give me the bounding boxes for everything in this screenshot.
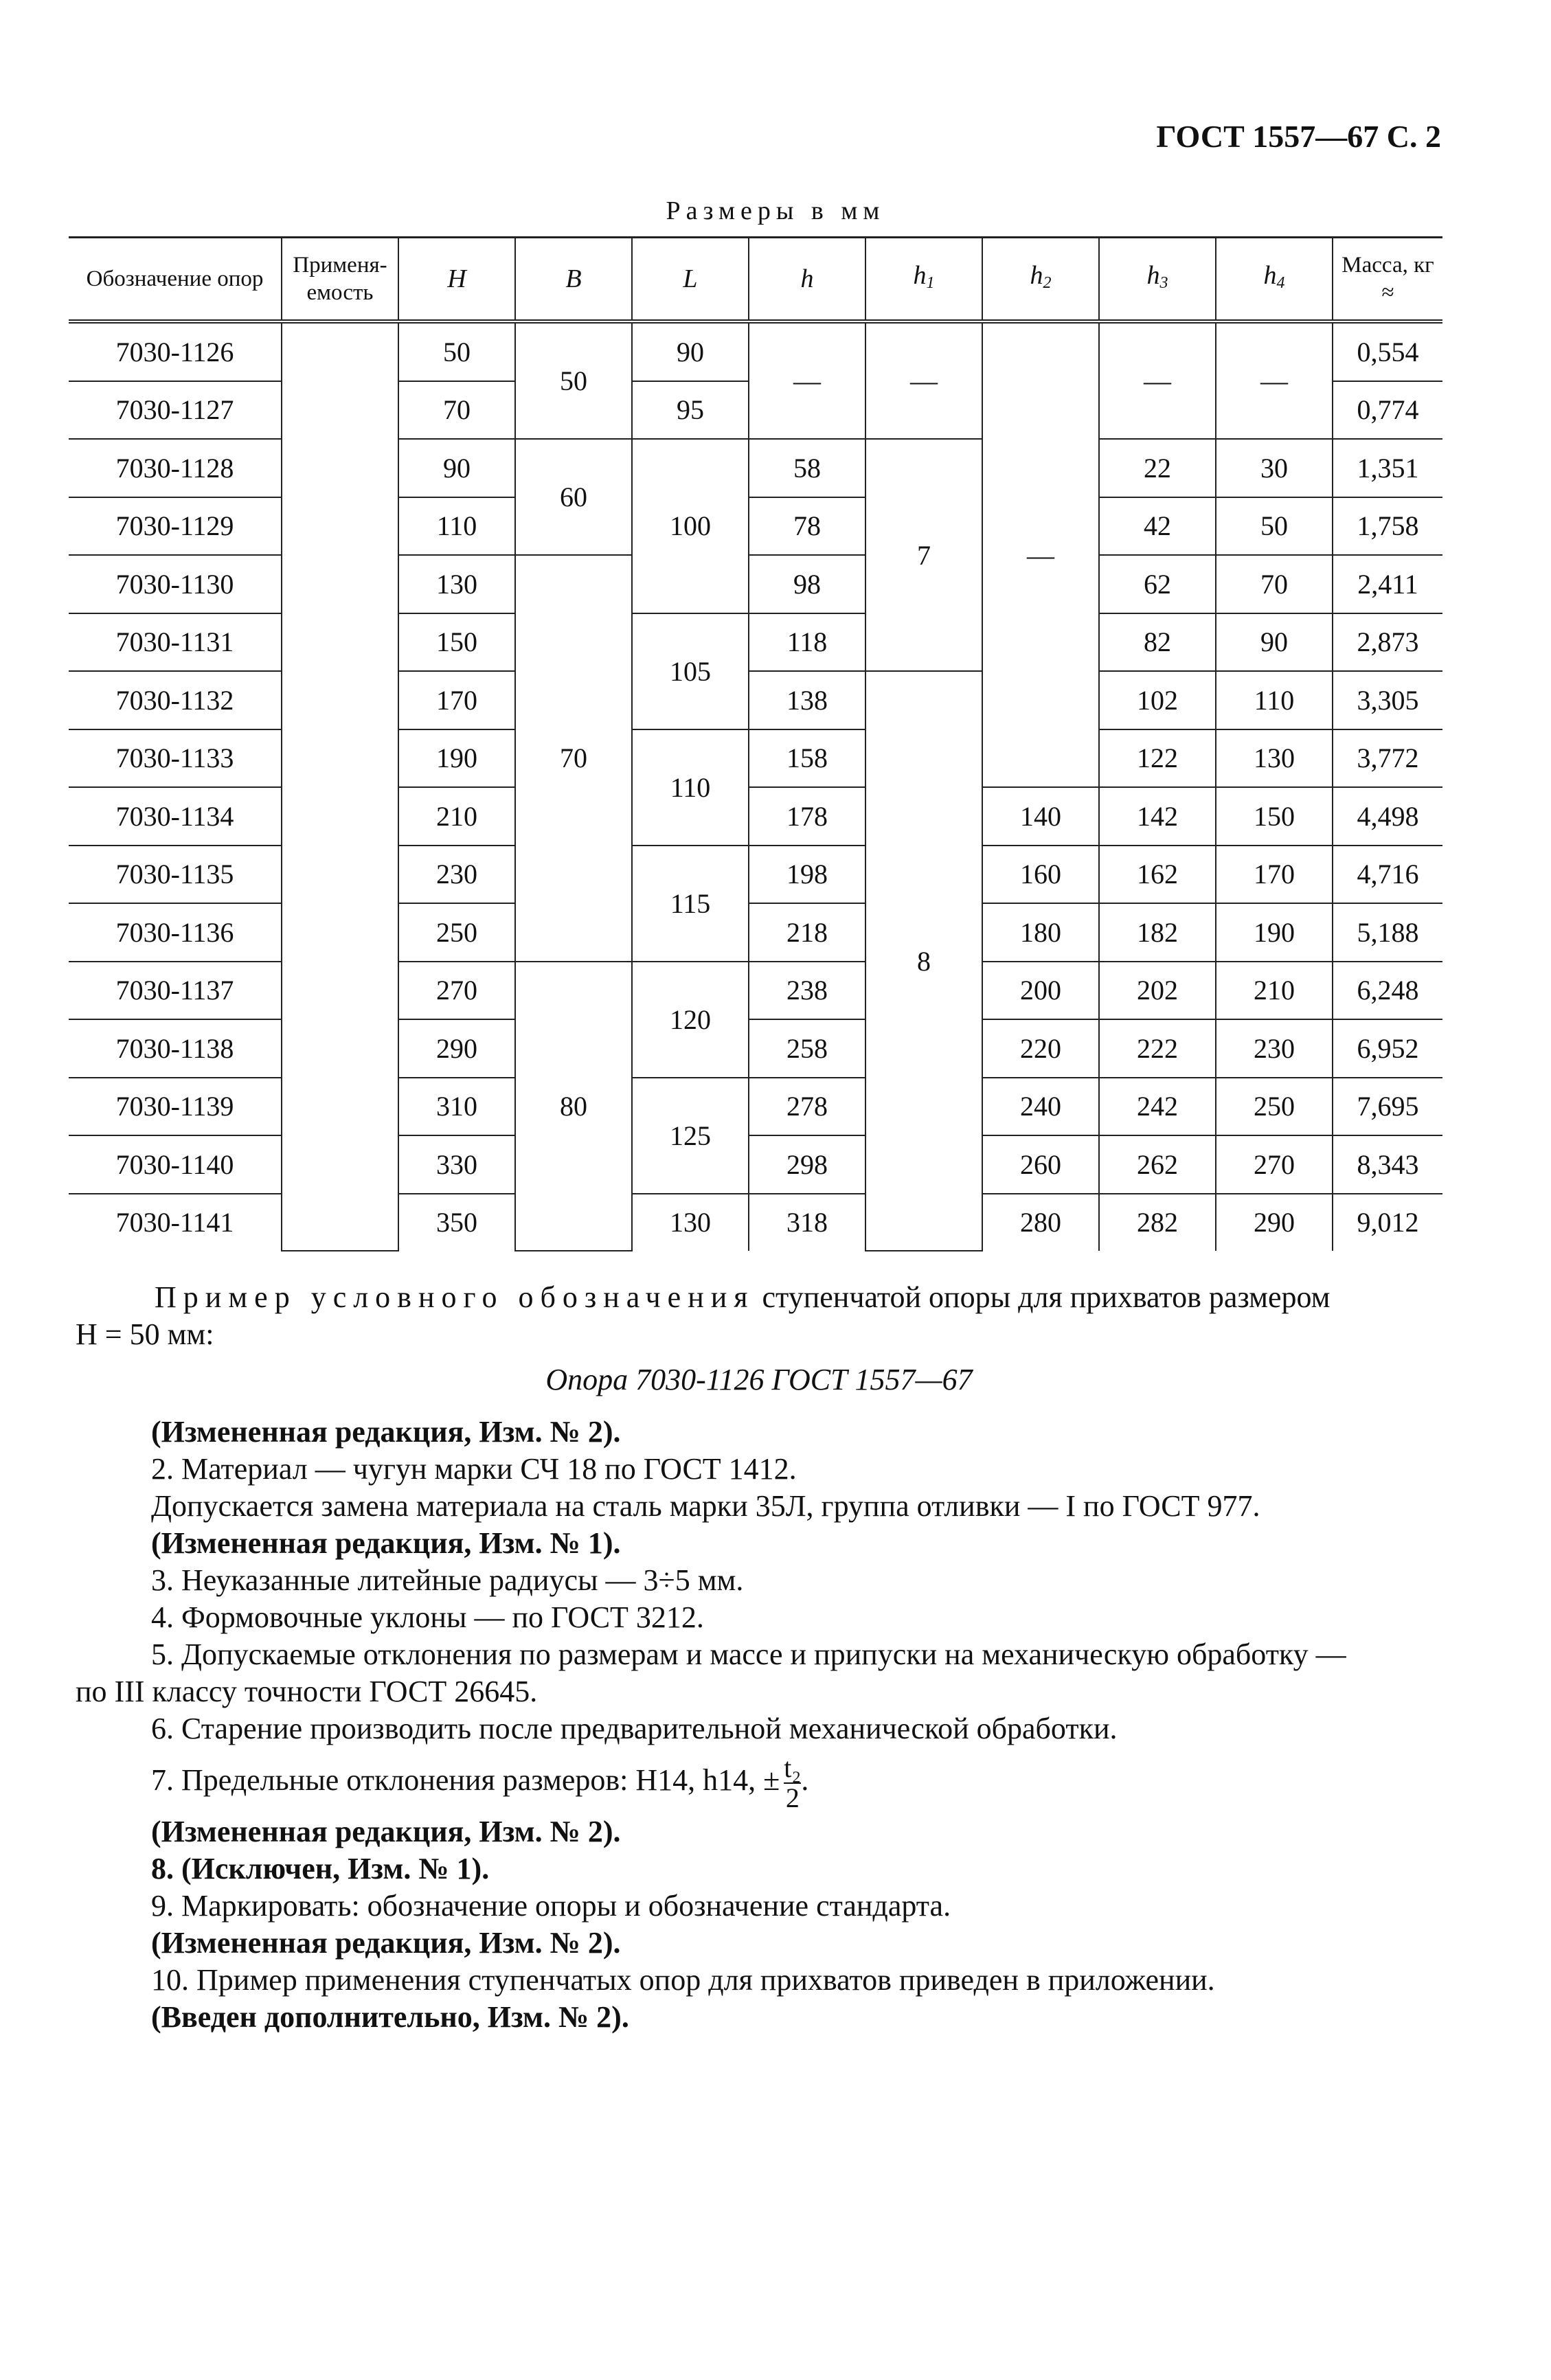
cell-h: 198 [749, 846, 865, 904]
item-7 [76, 1747, 1442, 1813]
item-4: 4. Формовочные уклоны — по ГОСТ 3212. [151, 1600, 704, 1634]
cell-h3: 142 [1099, 787, 1216, 846]
cell-mass: 5,188 [1333, 903, 1442, 962]
cell-h4: 190 [1216, 903, 1333, 962]
cell-H: 290 [398, 1019, 515, 1078]
change-note: (Измененная редакция, Изм. № 2). [151, 1815, 621, 1848]
table-row [69, 962, 1442, 1020]
table-row [69, 729, 1442, 788]
example-label: Пример условного обозначения [155, 1280, 755, 1314]
cell-mass: 1,351 [1333, 439, 1442, 497]
cell-mass: 3,305 [1333, 671, 1442, 729]
cell-designation: 7030-1141 [69, 1194, 282, 1251]
cell-h3: 162 [1099, 846, 1216, 904]
cell-mass: 6,952 [1333, 1019, 1442, 1078]
item-2: 2. Материал — чугун марки СЧ 18 по ГОСТ 1412. [151, 1452, 797, 1486]
cell-B: 70 [515, 555, 632, 962]
table-row [69, 439, 1442, 497]
cell-mass: 0,554 [1333, 321, 1442, 381]
header-h1: $h_1$ [865, 238, 982, 322]
cell-L: 90 [632, 321, 749, 381]
cell-h2: 260 [982, 1135, 1099, 1194]
cell-h3: 262 [1099, 1135, 1216, 1194]
cell-designation: 7030-1139 [69, 1078, 282, 1136]
cell-h4: 70 [1216, 555, 1333, 613]
table-row [69, 846, 1442, 904]
cell-designation: 7030-1137 [69, 962, 282, 1020]
cell-H: 230 [398, 846, 515, 904]
cell-H: 130 [398, 555, 515, 613]
cell-mass: 2,411 [1333, 555, 1442, 613]
item-10: 10. Пример применения ступенчатых опор для прихватов приведен в приложении. [151, 1963, 1215, 1997]
cell-h4: 30 [1216, 439, 1333, 497]
cell-H: 350 [398, 1194, 515, 1251]
cell-h: 98 [749, 555, 865, 613]
item-8: 8. (Исключен, Изм. № 1). [151, 1852, 490, 1885]
cell-h3: 202 [1099, 962, 1216, 1020]
item-3: 3. Неуказанные литейные радиусы — 3÷5 мм. [151, 1563, 744, 1597]
cell-applicability [282, 321, 398, 1251]
change-note: (Измененная редакция, Изм. № 1). [151, 1526, 621, 1560]
cell-mass: 9,012 [1333, 1194, 1442, 1251]
cell-h: 218 [749, 903, 865, 962]
change-note: (Измененная редакция, Изм. № 2). [151, 1926, 621, 1960]
cell-designation: 7030-1128 [69, 439, 282, 497]
cell-H: 210 [398, 787, 515, 846]
header-h2: $h_2$ [982, 238, 1099, 322]
header-h4: $h_4$ [1216, 238, 1333, 322]
item-5a: 5. Допускаемые отклонения по размерам и массе и припуски на механическую обработку — [151, 1637, 1346, 1671]
item-9: 9. Маркировать: обозначение опоры и обозначение стандарта. [151, 1889, 951, 1923]
cell-h: 58 [749, 439, 865, 497]
cell-H: 330 [398, 1135, 515, 1194]
header-applicability: Применя-емость [282, 238, 398, 322]
cell-h1: 7 [865, 439, 982, 671]
header-designation: Обозначение опор [69, 238, 282, 322]
cell-h2: 240 [982, 1078, 1099, 1136]
cell-h3: 122 [1099, 729, 1216, 788]
dimensions-table [69, 236, 1442, 1251]
cell-H: 90 [398, 439, 515, 497]
cell-H: 270 [398, 962, 515, 1020]
cell-designation: 7030-1130 [69, 555, 282, 613]
cell-mass: 1,758 [1333, 497, 1442, 556]
table-header-row [69, 238, 1442, 322]
cell-h3: 242 [1099, 1078, 1216, 1136]
item-7-text: 7. Предельные отклонения размеров: H14, h14, ± [151, 1763, 780, 1797]
cell-h2: 220 [982, 1019, 1099, 1078]
cell-L: 130 [632, 1194, 749, 1251]
header-H: H [398, 238, 515, 322]
table-row [69, 787, 1442, 846]
cell-h3: 222 [1099, 1019, 1216, 1078]
cell-H: 150 [398, 613, 515, 672]
cell-h2: 200 [982, 962, 1099, 1020]
cell-designation: 7030-1127 [69, 381, 282, 440]
cell-h3: 22 [1099, 439, 1216, 497]
cell-mass: 4,716 [1333, 846, 1442, 904]
cell-h3: 82 [1099, 613, 1216, 672]
cell-mass: 4,498 [1333, 787, 1442, 846]
fraction-denominator: 2 [785, 1782, 800, 1813]
cell-designation: 7030-1132 [69, 671, 282, 729]
cell-designation: 7030-1140 [69, 1135, 282, 1194]
cell-H: 170 [398, 671, 515, 729]
cell-h: — [749, 321, 865, 439]
table-row [69, 497, 1442, 556]
cell-h4: 250 [1216, 1078, 1333, 1136]
example-paragraph [76, 1279, 1442, 1353]
cell-mass: 8,343 [1333, 1135, 1442, 1194]
cell-h4: 90 [1216, 613, 1333, 672]
cell-h1: — [865, 321, 982, 439]
cell-designation: 7030-1135 [69, 846, 282, 904]
fraction-numerator: t₂ [784, 1752, 802, 1783]
cell-h: 178 [749, 787, 865, 846]
table-row [69, 555, 1442, 613]
cell-mass: 2,873 [1333, 613, 1442, 672]
cell-h: 298 [749, 1135, 865, 1194]
cell-h3: 102 [1099, 671, 1216, 729]
cell-h3: 42 [1099, 497, 1216, 556]
cell-H: 70 [398, 381, 515, 440]
change-note: (Введен дополнительно, Изм. № 2). [151, 2000, 629, 2034]
cell-H: 110 [398, 497, 515, 556]
cell-h3: — [1099, 321, 1216, 439]
header-h3: $h_3$ [1099, 238, 1216, 322]
cell-mass: 3,772 [1333, 729, 1442, 788]
cell-designation: 7030-1126 [69, 321, 282, 381]
cell-designation: 7030-1133 [69, 729, 282, 788]
cell-H: 50 [398, 321, 515, 381]
cell-h2: 180 [982, 903, 1099, 962]
cell-L: 105 [632, 613, 749, 729]
cell-h4: 170 [1216, 846, 1333, 904]
table-row [69, 613, 1442, 672]
item-7-end: . [801, 1763, 809, 1797]
cell-designation: 7030-1138 [69, 1019, 282, 1078]
cell-L: 115 [632, 846, 749, 962]
cell-h: 278 [749, 1078, 865, 1136]
header-B: B [515, 238, 632, 322]
table-caption: Размеры в мм [666, 196, 885, 225]
cell-h2: 140 [982, 787, 1099, 846]
cell-L: 125 [632, 1078, 749, 1194]
table-row [69, 671, 1442, 729]
cell-h1: 8 [865, 671, 982, 1251]
cell-h3: 62 [1099, 555, 1216, 613]
item-6: 6. Старение производить после предварительной механической обработки. [151, 1712, 1118, 1745]
cell-h4: — [1216, 321, 1333, 439]
cell-h: 238 [749, 962, 865, 1020]
cell-H: 190 [398, 729, 515, 788]
cell-h4: 50 [1216, 497, 1333, 556]
notes-block [76, 1414, 1442, 2036]
cell-h: 258 [749, 1019, 865, 1078]
cell-mass: 6,248 [1333, 962, 1442, 1020]
example-text: ступенчатой опоры для прихватов размером [754, 1280, 1331, 1314]
cell-h4: 270 [1216, 1135, 1333, 1194]
cell-h2: 160 [982, 846, 1099, 904]
cell-h3: 282 [1099, 1194, 1216, 1251]
cell-h: 318 [749, 1194, 865, 1251]
cell-h2: — [982, 321, 1099, 787]
cell-h4: 230 [1216, 1019, 1333, 1078]
cell-designation: 7030-1136 [69, 903, 282, 962]
cell-mass: 0,774 [1333, 381, 1442, 440]
page-header: ГОСТ 1557—67 С. 2 [1156, 119, 1441, 154]
cell-h4: 110 [1216, 671, 1333, 729]
change-note: (Измененная редакция, Изм. № 2). [151, 1415, 621, 1449]
cell-h3: 182 [1099, 903, 1216, 962]
header-mass: Масса, кг ≈ [1333, 238, 1442, 322]
cell-B: 80 [515, 962, 632, 1251]
cell-designation: 7030-1134 [69, 787, 282, 846]
cell-h: 158 [749, 729, 865, 788]
table-row [69, 1078, 1442, 1136]
example-line2: H = 50 мм: [76, 1317, 214, 1351]
cell-L: 95 [632, 381, 749, 440]
cell-H: 250 [398, 903, 515, 962]
table-row [69, 1135, 1442, 1194]
cell-designation: 7030-1131 [69, 613, 282, 672]
table-row [69, 1019, 1442, 1078]
table-row [69, 903, 1442, 962]
cell-h: 118 [749, 613, 865, 672]
fraction [784, 1754, 801, 1813]
cell-L: 100 [632, 439, 749, 613]
cell-H: 310 [398, 1078, 515, 1136]
item-2b: Допускается замена материала на сталь марки 35Л, группа отливки — I по ГОСТ 977. [151, 1489, 1260, 1523]
cell-h4: 290 [1216, 1194, 1333, 1251]
item-5b: по III классу точности ГОСТ 26645. [76, 1675, 538, 1708]
header-L: L [632, 238, 749, 322]
cell-B: 60 [515, 439, 632, 555]
table-row [69, 1194, 1442, 1251]
cell-mass: 7,695 [1333, 1078, 1442, 1136]
header-h: h [749, 238, 865, 322]
cell-h: 138 [749, 671, 865, 729]
cell-L: 110 [632, 729, 749, 846]
cell-h4: 130 [1216, 729, 1333, 788]
cell-designation: 7030-1129 [69, 497, 282, 556]
cell-h: 78 [749, 497, 865, 556]
example-designation: Опора 7030-1126 ГОСТ 1557—67 [545, 1363, 973, 1396]
cell-h2: 280 [982, 1194, 1099, 1251]
table-row [69, 321, 1442, 381]
cell-B: 50 [515, 321, 632, 439]
cell-L: 120 [632, 962, 749, 1078]
cell-h4: 210 [1216, 962, 1333, 1020]
cell-h4: 150 [1216, 787, 1333, 846]
